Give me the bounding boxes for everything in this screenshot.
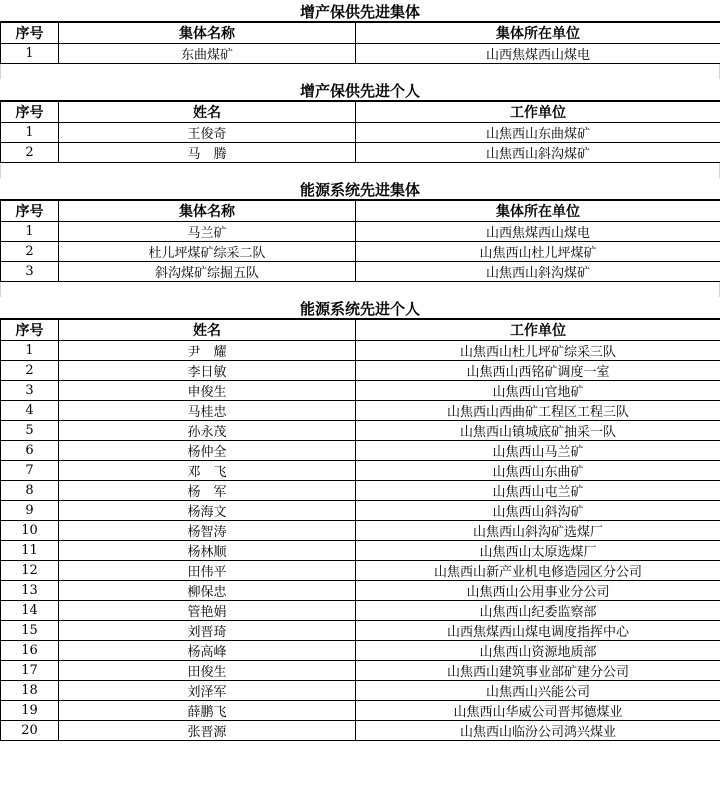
table-row [1,242,720,262]
column-header-name: 姓名 [59,320,356,341]
table-row [1,601,720,621]
cell-unit: 山焦西山临汾公司鸿兴煤业 [356,721,720,741]
section-title: 能源系统先进集体 [0,178,720,200]
cell-unit: 山焦西山资源地质部 [356,641,720,661]
section-title: 能源系统先进个人 [0,297,720,319]
cell-serial: 1 [1,222,59,242]
column-header-serial: 序号 [1,102,59,123]
cell-name: 管艳娟 [59,601,356,621]
cell-name: 邓 飞 [59,461,356,481]
cell-name: 杨仲全 [59,441,356,461]
section-gap [0,282,720,297]
section-gap [0,163,720,178]
cell-serial: 2 [1,242,59,262]
table-row [1,721,720,741]
cell-name: 薛鹏飞 [59,701,356,721]
table-row [1,681,720,701]
cell-unit: 山焦西山杜儿坪矿综采三队 [356,341,720,361]
table-row [1,521,720,541]
column-header-name: 集体名称 [59,201,356,222]
cell-serial: 5 [1,421,59,441]
cell-serial: 1 [1,341,59,361]
cell-unit: 山焦西山镇城底矿抽采一队 [356,421,720,441]
cell-serial: 4 [1,401,59,421]
cell-name: 斜沟煤矿综掘五队 [59,262,356,282]
table-header-row [1,102,720,123]
cell-name: 王俊奇 [59,123,356,143]
cell-unit: 山焦西山西铭矿调度一室 [356,361,720,381]
cell-serial: 2 [1,143,59,163]
cell-unit: 山焦西山马兰矿 [356,441,720,461]
table-row [1,701,720,721]
cell-unit: 山焦西山兴能公司 [356,681,720,701]
table-row [1,481,720,501]
cell-serial: 14 [1,601,59,621]
cell-name: 杨海文 [59,501,356,521]
cell-unit: 山焦西山建筑事业部矿建分公司 [356,661,720,681]
table-header-row [1,320,720,341]
table-row [1,621,720,641]
column-header-unit: 工作单位 [356,320,720,341]
cell-unit: 山焦西山斜沟矿选煤厂 [356,521,720,541]
cell-unit: 山焦西山东曲煤矿 [356,123,720,143]
table-row [1,461,720,481]
cell-unit: 山焦西山纪委监察部 [356,601,720,621]
cell-name: 张晋源 [59,721,356,741]
cell-name: 刘泽军 [59,681,356,701]
cell-unit: 山焦西山东曲矿 [356,461,720,481]
cell-name: 东曲煤矿 [59,44,356,64]
column-header-serial: 序号 [1,320,59,341]
cell-serial: 6 [1,441,59,461]
section-gap [0,64,720,79]
table-row [1,222,720,242]
column-header-name: 集体名称 [59,23,356,44]
cell-serial: 3 [1,262,59,282]
cell-serial: 19 [1,701,59,721]
cell-serial: 1 [1,44,59,64]
cell-serial: 9 [1,501,59,521]
table-row [1,123,720,143]
cell-serial: 12 [1,561,59,581]
column-header-name: 姓名 [59,102,356,123]
cell-unit: 山焦西山屯兰矿 [356,481,720,501]
cell-name: 马桂忠 [59,401,356,421]
column-header-unit: 集体所在单位 [356,23,720,44]
cell-unit: 山焦西山太原选煤厂 [356,541,720,561]
cell-name: 田俊生 [59,661,356,681]
table-row [1,561,720,581]
cell-serial: 11 [1,541,59,561]
table-row [1,641,720,661]
cell-name: 孙永茂 [59,421,356,441]
cell-unit: 山西焦煤西山煤电 [356,222,720,242]
cell-name: 杨林顺 [59,541,356,561]
table-header-row [1,201,720,222]
cell-serial: 7 [1,461,59,481]
cell-name: 马 腾 [59,143,356,163]
cell-unit: 山焦西山官地矿 [356,381,720,401]
cell-serial: 10 [1,521,59,541]
cell-unit: 山焦西山杜儿坪煤矿 [356,242,720,262]
cell-name: 柳保忠 [59,581,356,601]
cell-serial: 2 [1,361,59,381]
cell-name: 申俊生 [59,381,356,401]
cell-name: 马兰矿 [59,222,356,242]
column-header-unit: 工作单位 [356,102,720,123]
table-row [1,441,720,461]
cell-serial: 3 [1,381,59,401]
table-row [1,143,720,163]
cell-serial: 8 [1,481,59,501]
cell-serial: 20 [1,721,59,741]
cell-unit: 山焦西山华威公司晋邦德煤业 [356,701,720,721]
cell-serial: 1 [1,123,59,143]
table-row [1,541,720,561]
cell-name: 杨智涛 [59,521,356,541]
table-row [1,661,720,681]
cell-unit: 山焦西山斜沟煤矿 [356,143,720,163]
cell-unit: 山西焦煤西山煤电调度指挥中心 [356,621,720,641]
cell-unit: 山焦西山西曲矿工程区工程三队 [356,401,720,421]
cell-name: 杜儿坪煤矿综采二队 [59,242,356,262]
cell-unit: 山焦西山公用事业分公司 [356,581,720,601]
cell-unit: 山焦西山斜沟煤矿 [356,262,720,282]
cell-serial: 17 [1,661,59,681]
table-row [1,381,720,401]
column-header-serial: 序号 [1,23,59,44]
cell-serial: 16 [1,641,59,661]
section-table [0,22,720,64]
table-row [1,44,720,64]
section-table [0,319,720,741]
table-header-row [1,23,720,44]
section-title: 增产保供先进集体 [0,0,720,22]
section-table [0,101,720,163]
cell-serial: 18 [1,681,59,701]
table-row [1,501,720,521]
table-row [1,361,720,381]
cell-name: 田伟平 [59,561,356,581]
cell-name: 杨高峰 [59,641,356,661]
cell-name: 刘晋琦 [59,621,356,641]
cell-unit: 山焦西山斜沟矿 [356,501,720,521]
column-header-serial: 序号 [1,201,59,222]
table-row [1,421,720,441]
table-row [1,581,720,601]
section-table [0,200,720,282]
table-row [1,341,720,361]
column-header-unit: 集体所在单位 [356,201,720,222]
cell-serial: 15 [1,621,59,641]
table-row [1,262,720,282]
cell-name: 杨 军 [59,481,356,501]
cell-unit: 山西焦煤西山煤电 [356,44,720,64]
section-title: 增产保供先进个人 [0,79,720,101]
cell-name: 尹 耀 [59,341,356,361]
cell-serial: 13 [1,581,59,601]
table-row [1,401,720,421]
cell-name: 李日敏 [59,361,356,381]
cell-unit: 山焦西山新产业机电修造园区分公司 [356,561,720,581]
